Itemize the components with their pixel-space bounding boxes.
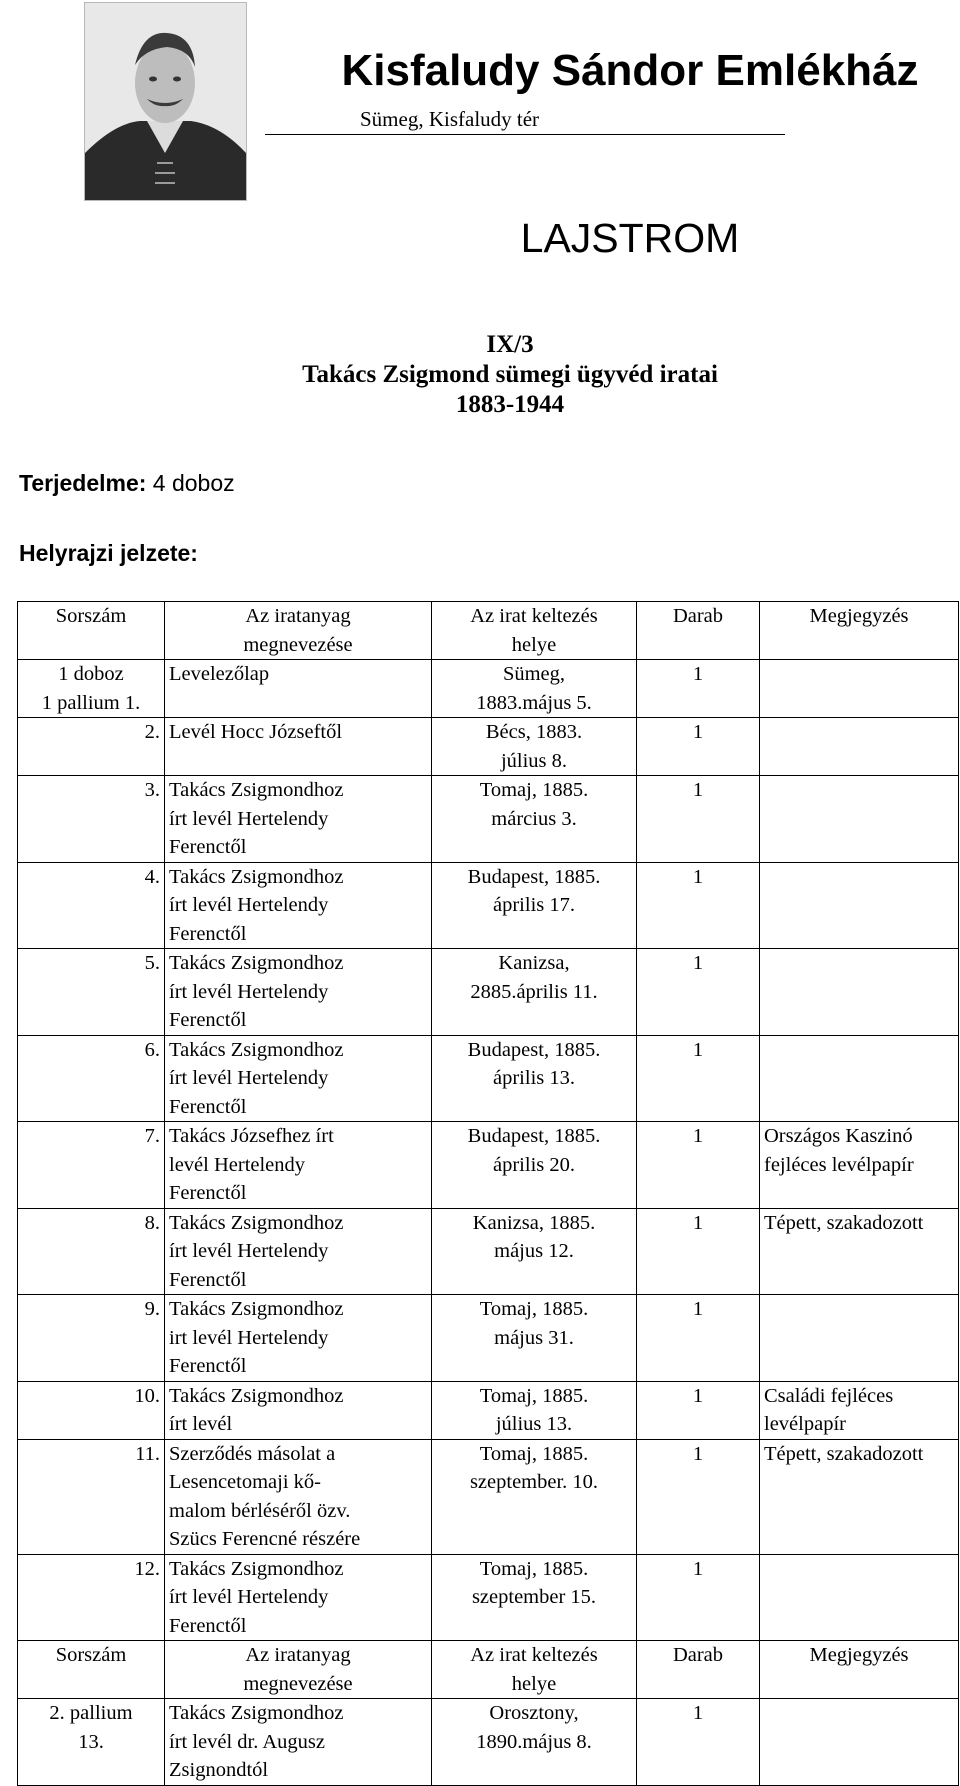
document-title: LAJSTROM — [520, 215, 740, 261]
table-row — [18, 1381, 959, 1439]
row-date-place-line: Kanizsa, — [498, 952, 570, 974]
row-description-line: írt levél Hertelendy — [169, 1240, 329, 1262]
row-description — [165, 660, 432, 718]
row-description — [165, 1699, 432, 1786]
row-description — [165, 949, 432, 1036]
row-count-line: 1 — [692, 779, 704, 801]
table-row — [18, 1035, 959, 1122]
row-count-line: 1 — [692, 1211, 704, 1234]
row-count — [637, 1295, 760, 1382]
header-name-line: megnevezése — [243, 633, 353, 656]
row-number — [18, 862, 165, 949]
row-description — [165, 1554, 432, 1641]
row-description-line: Takács Józsefhez írt — [169, 1125, 334, 1147]
row-number-line: 2. — [144, 721, 160, 743]
row-number-line: 3. — [144, 779, 160, 801]
header-name — [165, 1641, 432, 1699]
row-note — [760, 1554, 959, 1641]
row-description — [165, 1439, 432, 1554]
row-note — [760, 1381, 959, 1439]
row-note — [760, 1035, 959, 1122]
row-date-place — [432, 1035, 637, 1122]
row-count — [637, 660, 760, 718]
row-date-place-line: Orosztony, — [489, 1702, 579, 1724]
row-number — [18, 660, 165, 718]
table-row — [18, 949, 959, 1036]
row-date-place-line: július 13. — [495, 1413, 573, 1435]
header-num-line: Sorszám — [55, 605, 127, 627]
header-count-line: Darab — [672, 605, 724, 627]
series-name: Takács Zsigmond sümegi ügyvéd iratai — [302, 361, 718, 388]
row-note — [760, 949, 959, 1036]
row-description-line: Ferenctől — [169, 836, 247, 858]
row-date-place — [432, 776, 637, 863]
row-note — [760, 1439, 959, 1554]
row-count — [637, 776, 760, 863]
row-count — [637, 949, 760, 1036]
row-description-line: Szücs Ferencné részére — [169, 1528, 361, 1550]
row-number — [18, 1439, 165, 1554]
row-date-place-line: szeptember 15. — [471, 1586, 597, 1608]
extent-line — [19, 470, 235, 497]
row-number — [18, 776, 165, 863]
row-count — [637, 1035, 760, 1122]
row-description — [165, 862, 432, 949]
series-code: IX/3 — [486, 331, 534, 358]
row-number-line: 1 doboz — [58, 663, 124, 685]
row-date-place-line: Tomaj, 1885. — [479, 1557, 589, 1580]
row-note — [760, 1699, 959, 1786]
row-number-line: 1 pallium 1. — [41, 691, 141, 714]
row-date-place-line: július 8. — [500, 749, 568, 772]
row-description-line: Levél Hocc Józseftől — [169, 721, 343, 743]
header-note-line: Megjegyzés — [809, 605, 909, 627]
table-row — [18, 660, 959, 718]
row-count-line: 1 — [692, 952, 704, 974]
row-description-line: Szerződés másolat a — [169, 1442, 336, 1465]
row-date-place — [432, 1381, 637, 1439]
header-num — [18, 1641, 165, 1699]
row-count — [637, 862, 760, 949]
row-date-place — [432, 660, 637, 718]
row-number-line: 9. — [144, 1298, 160, 1320]
row-number — [18, 1035, 165, 1122]
row-date-place — [432, 718, 637, 776]
row-date-place — [432, 1208, 637, 1295]
row-count — [637, 1208, 760, 1295]
row-description-line: írt levél Hertelendy — [169, 1586, 329, 1608]
header-place — [432, 602, 637, 660]
row-date-place-line: április 20. — [493, 1153, 575, 1176]
row-description-line: Ferenctől — [169, 1268, 247, 1291]
extent-label: Terjedelme: — [19, 470, 147, 496]
row-date-place — [432, 862, 637, 949]
header-num — [18, 602, 165, 660]
row-date-place-line: Tomaj, 1885. — [479, 1384, 589, 1407]
row-count-line: 1 — [692, 721, 704, 743]
row-description-line: Ferenctől — [169, 1614, 247, 1637]
row-date-place — [432, 1122, 637, 1209]
row-date-place-line: április 13. — [493, 1067, 575, 1089]
row-note-line: Tépett, szakadozott — [764, 1211, 924, 1234]
row-description-line: Zsignondtól — [169, 1759, 269, 1781]
extent-value: 4 doboz — [152, 470, 235, 496]
row-number — [18, 718, 165, 776]
row-date-place-line: Budapest, 1885. — [467, 865, 601, 888]
header-count-line: Darab — [672, 1644, 724, 1666]
row-date-place-line: Tomaj, 1885. — [479, 1442, 589, 1465]
table-row — [18, 1699, 959, 1786]
row-count-line: 1 — [692, 1038, 704, 1061]
row-description-line: írt levél Hertelendy — [169, 1067, 329, 1089]
header-note-line: Megjegyzés — [809, 1644, 909, 1666]
row-count — [637, 1122, 760, 1209]
row-note-line: Tépett, szakadozott — [764, 1442, 924, 1465]
header-count — [637, 602, 760, 660]
row-number-line: 13. — [78, 1730, 104, 1753]
table-row — [18, 1439, 959, 1554]
row-description-line: Takács Zsigmondhoz — [169, 1038, 344, 1061]
row-date-place — [432, 1439, 637, 1554]
series-heading — [250, 330, 770, 420]
row-number-line: 8. — [144, 1211, 160, 1234]
table-header-row — [18, 602, 959, 660]
row-count — [637, 1699, 760, 1786]
row-number-line: 11. — [135, 1442, 160, 1465]
row-date-place-line: 2885.április 11. — [470, 980, 598, 1003]
row-number — [18, 1295, 165, 1382]
row-description-line: írt levél Hertelendy — [169, 894, 329, 916]
row-date-place-line: március 3. — [491, 807, 577, 830]
row-description-line: Takács Zsigmondhoz — [169, 865, 344, 888]
row-description-line: Takács Zsigmondhoz — [169, 1702, 344, 1724]
row-note — [760, 862, 959, 949]
row-note — [760, 1122, 959, 1209]
header-place-line: Az irat keltezés — [470, 1644, 598, 1666]
row-description — [165, 1208, 432, 1295]
row-count — [637, 1381, 760, 1439]
row-number — [18, 1554, 165, 1641]
row-description — [165, 1035, 432, 1122]
portrait-image — [84, 2, 247, 201]
row-description-line: Takács Zsigmondhoz — [169, 1298, 344, 1320]
table-row — [18, 1122, 959, 1209]
page-subtitle: Sümeg, Kisfaludy tér — [265, 107, 785, 135]
row-count-line: 1 — [692, 1557, 704, 1580]
register-table — [17, 601, 959, 1786]
row-number — [18, 949, 165, 1036]
row-count — [637, 1439, 760, 1554]
header-name-line: Az iratanyag — [245, 605, 351, 627]
row-date-place — [432, 1699, 637, 1786]
row-count-line: 1 — [692, 865, 704, 888]
row-description-line: Takács Zsigmondhoz — [169, 1211, 344, 1234]
table-row — [18, 718, 959, 776]
row-note — [760, 776, 959, 863]
header-place — [432, 1641, 637, 1699]
row-date-place-line: 1883.május 5. — [476, 691, 592, 714]
row-count-line: 1 — [692, 1442, 704, 1465]
row-date-place-line: április 17. — [493, 894, 575, 916]
row-description-line: írt levél Hertelendy — [169, 807, 329, 830]
row-number-line: 5. — [144, 952, 160, 974]
row-count-line: 1 — [692, 1298, 704, 1320]
row-date-place-line: május 31. — [494, 1326, 574, 1349]
location-label: Helyrajzi jelzete: — [19, 540, 198, 566]
row-note-line: Országos Kaszinó — [764, 1125, 913, 1147]
row-date-place-line: szeptember. 10. — [469, 1471, 599, 1493]
row-number — [18, 1381, 165, 1439]
row-description-line: írt levél Hertelendy — [169, 980, 329, 1003]
row-note — [760, 1208, 959, 1295]
row-description — [165, 1381, 432, 1439]
header-place-line: helye — [511, 633, 557, 656]
header-note — [760, 1641, 959, 1699]
row-description-line: Ferenctől — [169, 1182, 247, 1204]
row-description-line: Takács Zsigmondhoz — [169, 1557, 344, 1580]
row-description-line: Takács Zsigmondhoz — [169, 952, 344, 974]
row-date-place-line: Tomaj, 1885. — [479, 779, 589, 801]
row-description-line: Ferenctől — [169, 1355, 247, 1377]
table-row — [18, 776, 959, 863]
row-count-line: 1 — [692, 1384, 704, 1407]
header-place-line: helye — [511, 1672, 557, 1695]
row-number-line: 6. — [144, 1038, 160, 1061]
row-description — [165, 718, 432, 776]
header-place-line: Az irat keltezés — [470, 605, 598, 627]
row-note — [760, 718, 959, 776]
row-date-place — [432, 949, 637, 1036]
row-description-line: írt levél — [169, 1413, 233, 1435]
row-note — [760, 1295, 959, 1382]
row-count-line: 1 — [692, 1125, 704, 1147]
row-description-line: írt levél dr. Augusz — [169, 1730, 326, 1753]
row-date-place-line: Tomaj, 1885. — [479, 1298, 589, 1320]
table-row — [18, 1208, 959, 1295]
table-row — [18, 862, 959, 949]
header-num-line: Sorszám — [55, 1644, 127, 1666]
row-count — [637, 1554, 760, 1641]
row-number-line: 4. — [144, 865, 160, 888]
header-name-line: megnevezése — [243, 1672, 353, 1695]
row-date-place-line: május 12. — [494, 1240, 574, 1262]
row-date-place-line: Bécs, 1883. — [485, 721, 583, 743]
row-number-line: 2. pallium — [49, 1702, 133, 1724]
row-description — [165, 1122, 432, 1209]
row-number-line: 12. — [134, 1557, 160, 1580]
row-date-place — [432, 1295, 637, 1382]
header-count — [637, 1641, 760, 1699]
row-description-line: irt levél Hertelendy — [169, 1326, 329, 1349]
row-description — [165, 1295, 432, 1382]
table-row — [18, 1554, 959, 1641]
row-number — [18, 1699, 165, 1786]
row-description-line: Takács Zsigmondhoz — [169, 779, 344, 801]
row-date-place-line: Sümeg, — [502, 663, 566, 685]
row-description-line: Ferenctől — [169, 1095, 247, 1118]
row-count — [637, 718, 760, 776]
table-header-row — [18, 1641, 959, 1699]
row-description — [165, 776, 432, 863]
row-note-line: Családi fejléces — [764, 1384, 894, 1407]
page-title: Kisfaludy Sándor Emlékház — [341, 46, 919, 95]
row-description-line: levél Hertelendy — [169, 1153, 306, 1176]
row-number — [18, 1122, 165, 1209]
row-description-line: Levelezőlap — [169, 663, 270, 685]
row-description-line: Takács Zsigmondhoz — [169, 1384, 344, 1407]
row-description-line: Lesencetomaji kő- — [169, 1471, 321, 1493]
row-date-place-line: Kanizsa, 1885. — [472, 1211, 596, 1234]
row-number — [18, 1208, 165, 1295]
row-description-line: Ferenctől — [169, 1009, 247, 1031]
row-number-line: 7. — [144, 1125, 160, 1147]
row-note-line: levélpapír — [764, 1413, 846, 1435]
header-name-line: Az iratanyag — [245, 1644, 351, 1666]
row-note — [760, 660, 959, 718]
header-name — [165, 602, 432, 660]
row-date-place-line: Budapest, 1885. — [467, 1038, 601, 1061]
row-count-line: 1 — [692, 1702, 704, 1724]
header-note — [760, 602, 959, 660]
row-date-place-line: Budapest, 1885. — [467, 1125, 601, 1147]
row-description-line: malom bérléséről özv. — [169, 1499, 351, 1522]
table-row — [18, 1295, 959, 1382]
row-note-line: fejléces levélpapír — [764, 1153, 914, 1176]
row-number-line: 10. — [134, 1384, 160, 1407]
row-date-place-line: 1890.május 8. — [476, 1730, 592, 1753]
row-date-place — [432, 1554, 637, 1641]
series-years: 1883-1944 — [455, 391, 565, 418]
row-description-line: Ferenctől — [169, 922, 247, 945]
row-count-line: 1 — [692, 663, 704, 685]
